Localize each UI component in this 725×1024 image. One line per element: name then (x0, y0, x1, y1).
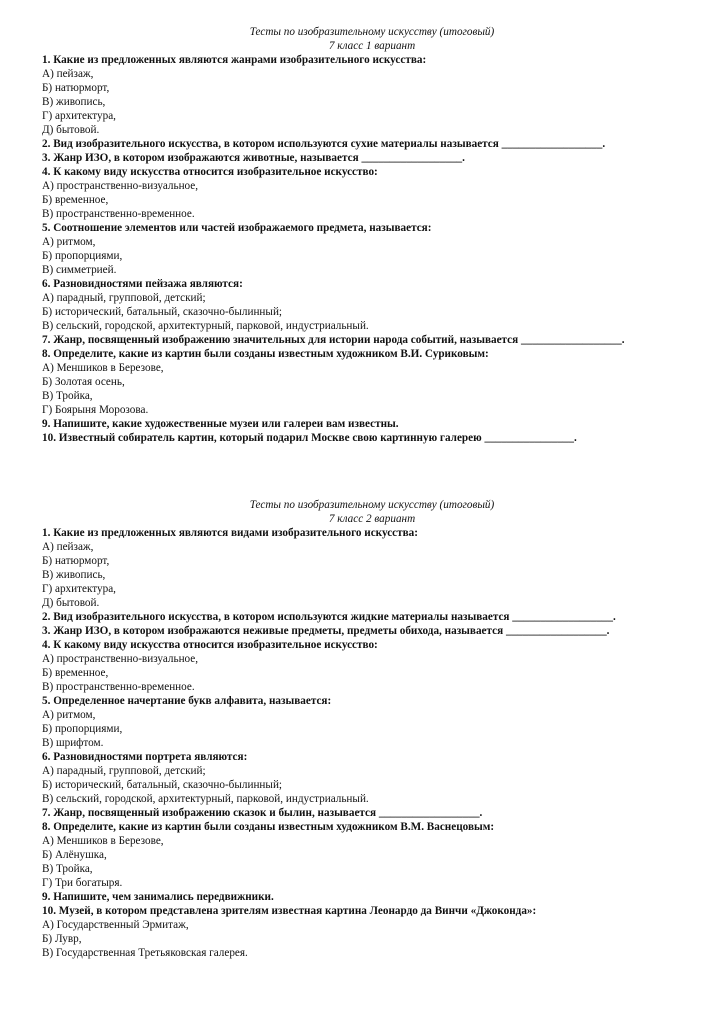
question-list (42, 53, 702, 445)
question-text: 4. К какому виду искусства относится изобразительное искусство: (42, 639, 378, 651)
answer-option: Б) натюрморт, (42, 82, 110, 94)
answer-blank: __________________. (505, 625, 610, 637)
test-subtitle: 7 класс 2 вариант (328, 513, 416, 525)
answer-option: А) Меншиков в Березове, (42, 835, 164, 847)
question (42, 526, 702, 540)
answer-option: В) Тройка, (42, 390, 93, 402)
question (42, 347, 702, 361)
question-text: 10. Известный собиратель картин, который подарил Москве свою картинную галерею (42, 432, 485, 444)
answer-option: В) Тройка, (42, 863, 93, 875)
question (42, 221, 702, 235)
answer-option: А) парадный, групповой, детский; (42, 292, 206, 304)
question-text: 10. Музей, в котором представлена зрителям известная картина Леонардо да Винчи «Джоконда»: (42, 905, 537, 917)
answer-option: Г) архитектура, (42, 110, 116, 122)
question (42, 638, 702, 652)
test-subtitle: 7 класс 1 вариант (328, 40, 416, 52)
question (42, 890, 702, 904)
question (42, 610, 702, 624)
answer-option: В) Государственная Третьяковская галерея. (42, 947, 248, 959)
question (42, 820, 702, 834)
question (42, 624, 702, 638)
question (42, 333, 702, 347)
answer-option: В) пространственно-временное. (42, 208, 195, 220)
answer-option: Б) Алёнушка, (42, 849, 107, 861)
question-text: 1. Какие из предложенных являются видами изобразительного искусства: (42, 527, 418, 539)
question (42, 694, 702, 708)
answer-option: В) сельский, городской, архитектурный, парковой, индустриальный. (42, 320, 369, 332)
answer-option: Б) пропорциями, (42, 250, 123, 262)
question-text: 3. Жанр ИЗО, в котором изображаются неживые предметы, предметы обихода, называется (42, 625, 506, 637)
answer-option: В) живопись, (42, 96, 106, 108)
question-list (42, 526, 702, 960)
answer-option: Б) временное, (42, 667, 109, 679)
question (42, 151, 702, 165)
question-text: 8. Определите, какие из картин были созданы известным художником В.И. Суриковым: (42, 348, 489, 360)
answer-option: Б) Лувр, (42, 933, 82, 945)
answer-option: А) Государственный Эрмитаж, (42, 919, 189, 931)
question (42, 431, 702, 445)
answer-option: Б) временное, (42, 194, 109, 206)
question-text: 9. Напишите, чем занимались передвижники. (42, 891, 274, 903)
answer-option: А) пространственно-визуальное, (42, 653, 199, 665)
answer-option: Б) натюрморт, (42, 555, 110, 567)
answer-option: А) парадный, групповой, детский; (42, 765, 206, 777)
answer-option: В) симметрией. (42, 264, 117, 276)
answer-option: Б) исторический, батальный, сказочно-былинный; (42, 779, 283, 791)
answer-blank: __________________. (521, 334, 625, 346)
question-text: 3. Жанр ИЗО, в котором изображаются животные, называется (42, 152, 362, 164)
question (42, 137, 702, 151)
answer-option: В) живопись, (42, 569, 106, 581)
question (42, 165, 702, 179)
question-text: 9. Напишите, какие художественные музеи или галереи вам известны. (42, 418, 399, 430)
answer-blank: __________________. (501, 138, 606, 150)
question-text: 1. Какие из предложенных являются жанрами изобразительного искусства: (42, 54, 427, 66)
question-text: 4. К какому виду искусства относится изобразительное искусство: (42, 166, 378, 178)
answer-option: Г) Три богатыря. (42, 877, 123, 889)
question-text: 6. Разновидностями пейзажа являются: (42, 278, 243, 290)
question-text: 7. Жанр, посвященный изображению значительных для истории народа событий, называется (42, 334, 521, 346)
answer-option: А) ритмом, (42, 709, 96, 721)
test-variant-1 (42, 25, 702, 445)
question (42, 806, 702, 820)
answer-option: Г) архитектура, (42, 583, 116, 595)
answer-option: А) ритмом, (42, 236, 96, 248)
answer-option: Б) пропорциями, (42, 723, 123, 735)
question-text: 5. Соотношение элементов или частей изображаемого предмета, называется: (42, 222, 432, 234)
question-text: 8. Определите, какие из картин были созданы известным художником В.М. Васнецовым: (42, 821, 495, 833)
test-variant-2 (42, 498, 702, 960)
answer-option: А) Меншиков в Березове, (42, 362, 164, 374)
question (42, 904, 702, 918)
question (42, 53, 702, 67)
answer-blank: __________________. (361, 152, 465, 164)
answer-option: В) шрифтом. (42, 737, 104, 749)
question-text: 5. Определенное начертание букв алфавита, называется: (42, 695, 332, 707)
answer-option: В) пространственно-временное. (42, 681, 195, 693)
question-text: 6. Разновидностями портрета являются: (42, 751, 248, 763)
test-title: Тесты по изобразительному искусству (итоговый) (249, 26, 495, 38)
answer-blank: ________________. (484, 432, 577, 444)
answer-option: Г) Боярыня Морозова. (42, 404, 149, 416)
answer-option: А) пейзаж, (42, 68, 94, 80)
question-text: 7. Жанр, посвященный изображению сказок и былин, называется (42, 807, 379, 819)
test-title: Тесты по изобразительному искусству (итоговый) (249, 499, 495, 511)
answer-blank: __________________. (512, 611, 616, 623)
question (42, 750, 702, 764)
answer-option: Б) исторический, батальный, сказочно-былинный; (42, 306, 283, 318)
question (42, 277, 702, 291)
answer-option: Д) бытовой. (42, 597, 100, 609)
answer-option: А) пространственно-визуальное, (42, 180, 199, 192)
question (42, 417, 702, 431)
question-text: 2. Вид изобразительного искусства, в котором используются сухие материалы называется (42, 138, 502, 150)
answer-option: Б) Золотая осень, (42, 376, 125, 388)
answer-option: В) сельский, городской, архитектурный, парковой, индустриальный. (42, 793, 369, 805)
answer-option: А) пейзаж, (42, 541, 94, 553)
answer-option: Д) бытовой. (42, 124, 100, 136)
question-text: 2. Вид изобразительного искусства, в котором используются жидкие материалы называется (42, 611, 513, 623)
answer-blank: __________________. (378, 807, 483, 819)
